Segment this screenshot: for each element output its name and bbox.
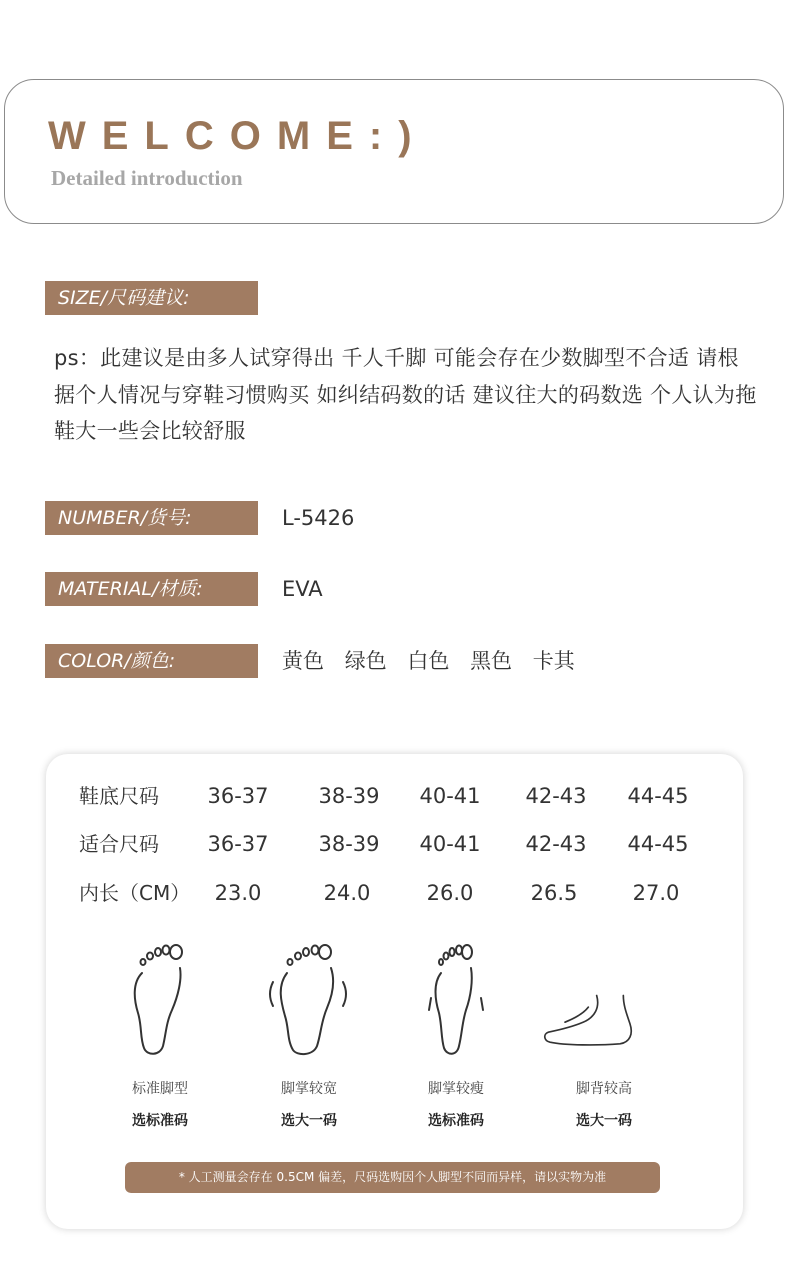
foot-type-advice: 选大一码 (281, 1113, 337, 1129)
table-cell: 44-45 (627, 784, 689, 808)
table-cell: 40-41 (419, 832, 481, 856)
table-cell: 26.0 (426, 881, 474, 905)
row-label-sole-size: 鞋底尺码 (79, 784, 159, 808)
row-label-inner-length: 内长（CM） (79, 881, 191, 905)
color-option: 黄色 (282, 649, 324, 673)
color-option: 白色 (407, 649, 450, 673)
foot-type-label: 脚背较高 (576, 1081, 632, 1097)
color-tag: COLOR/颜色: (45, 644, 258, 678)
row-label-fit-size: 适合尺码 (79, 832, 159, 856)
foot-type-advice: 选大一码 (576, 1113, 632, 1129)
size-note: ps：此建议是由多人试穿得出 千人千脚 可能会存在少数脚型不合适 请根据个人情况与穿鞋习惯购买 如纠结码数的话 建议往大的码数选 个人认为拖鞋大一些会比较舒服 (54, 346, 757, 443)
table-cell: 44-45 (627, 832, 689, 856)
table-cell: 38-39 (318, 832, 380, 856)
table-cell: 23.0 (214, 881, 262, 905)
table-cell: 36-37 (207, 784, 269, 808)
color-option: 卡其 (532, 649, 575, 673)
table-cell: 42-43 (525, 784, 587, 808)
high-instep-foot-icon (540, 958, 640, 1078)
number-value: L-5426 (282, 506, 355, 530)
color-option: 绿色 (344, 649, 387, 673)
welcome-title: WELCOME:) (48, 114, 428, 158)
table-cell: 40-41 (419, 784, 481, 808)
table-cell: 27.0 (632, 881, 680, 905)
thin-foot-icon (407, 938, 507, 1058)
wide-foot-icon (259, 938, 359, 1058)
foot-type-advice: 选标准码 (428, 1113, 484, 1129)
number-tag: NUMBER/货号: (45, 501, 258, 535)
table-cell: 38-39 (318, 784, 380, 808)
table-cell: 24.0 (323, 881, 371, 905)
foot-type-label: 脚掌较瘦 (428, 1081, 484, 1097)
welcome-subtitle: Detailed introduction (51, 166, 243, 190)
size-tag: SIZE/尺码建议: (45, 281, 258, 315)
color-values (282, 644, 589, 678)
table-cell: 36-37 (207, 832, 269, 856)
material-value: EVA (282, 577, 323, 601)
material-tag: MATERIAL/材质: (45, 572, 258, 606)
color-option: 黑色 (470, 649, 513, 673)
foot-type-label: 标准脚型 (132, 1081, 188, 1097)
measurement-disclaimer: * 人工测量会存在 0.5CM 偏差，尺码选购因个人脚型不同而异样，请以实物为准 (125, 1162, 660, 1193)
standard-foot-icon (110, 938, 210, 1058)
table-cell: 26.5 (530, 881, 578, 905)
foot-type-label: 脚掌较宽 (281, 1081, 337, 1097)
foot-type-advice: 选标准码 (132, 1113, 188, 1129)
table-cell: 42-43 (525, 832, 587, 856)
